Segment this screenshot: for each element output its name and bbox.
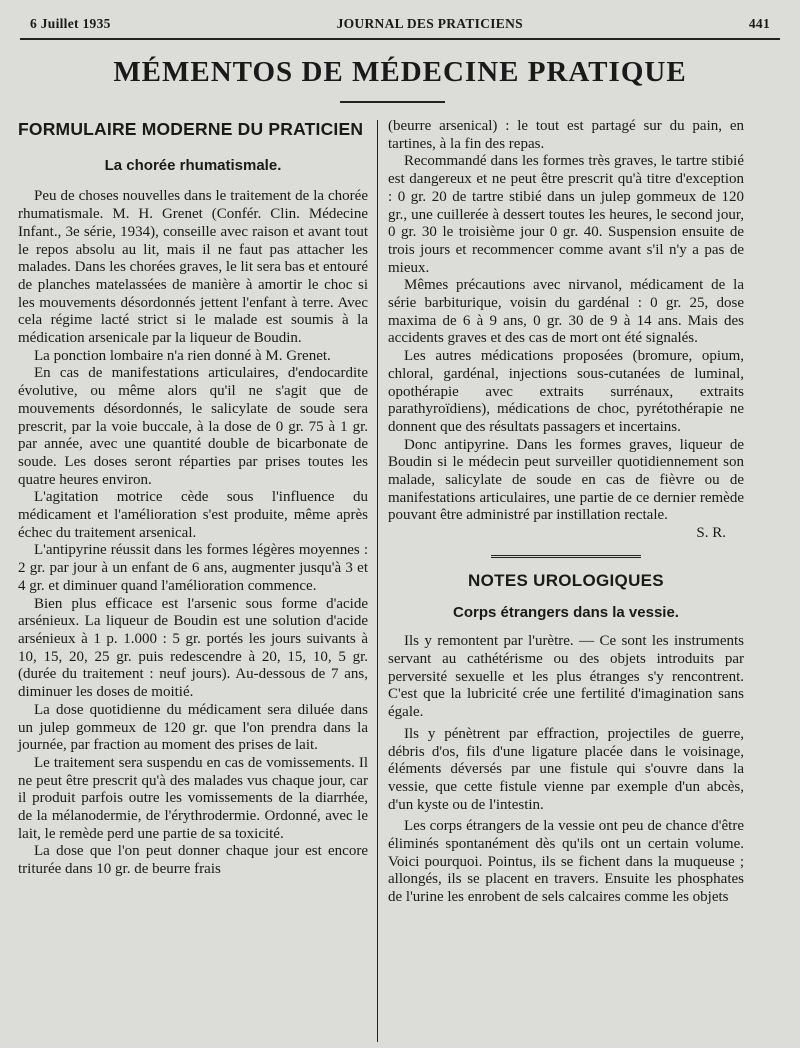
running-header xyxy=(30,16,770,36)
paragraph: En cas de manifestations articulaires, d'endocardite évolutive, ou même alors qu'il ne s'agit que de mouvements désordonnés, le salicylate de soude sera prescrit, par la voie buccale, à la dose de 0 gr. 75 à 1 gr. par année, avec une quantité double de bicarbonate de soude. Les doses seront réparties par prises toutes les quatre heures environ. xyxy=(18,365,368,488)
paragraph: Donc antipyrine. Dans les formes graves, liqueur de Boudin si le médecin peut surveiller quotidiennement son malade, salicylate de soude en cas de fièvre ou de manifestations articulaires, une partie de ce dernier remède pouvant être administré par instillation rectale. xyxy=(388,436,744,524)
paragraph: Peu de choses nouvelles dans le traitement de la chorée rhumatismale. M. H. Grenet (Confér. Clin. Médecine Infant., 3e série, 1934), conseille avec raison et avant tout le repos absolu au lit, mais il ne faut pas attacher les malades. Dans les chorées graves, le lit sera bas et entouré de planches matelassées de manière à amortir le choc si les mouvements désordonnés jettent l'enfant à terre. Avec cela régime lacté strict si le malade est soumis à la médication arsenicale par la liqueur de Boudin. xyxy=(18,188,368,347)
signature: S. R. xyxy=(696,525,726,542)
page-title: MÉMENTOS DE MÉDECINE PRATIQUE xyxy=(113,56,687,88)
paragraph: Le traitement sera suspendu en cas de vomissements. Il ne peut être prescrit qu'à des malades vus chaque jour, car il produit parfois outre les vomissements de la diarrhée, de la mélanodermie, de l'érythrodermie. Ordonné, avec le lait, le remède perd une partie de sa toxicité. xyxy=(18,754,368,842)
header-page-number: 441 xyxy=(748,16,770,31)
header-date: 6 Juillet 1935 xyxy=(30,16,111,31)
paragraph: Mêmes précautions avec nirvanol, médicament de la série barbiturique, voisin du gardénal : 0 gr. 25, dose maxima de 6 à 9 ans, 0 gr. 30 de 9 à 14 ans. Mais des accidents graves et des cas de mort ont été signalés. xyxy=(388,277,744,347)
section-heading: FORMULAIRE MODERNE DU PRATICIEN xyxy=(18,119,364,139)
subsection-heading: La chorée rhumatismale. xyxy=(104,156,282,174)
title-rule xyxy=(340,101,445,103)
paragraph: La dose que l'on peut donner chaque jour est encore triturée dans 10 gr. de beurre frais xyxy=(18,843,368,878)
paragraph: Ils y pénètrent par effraction, projectiles de guerre, débris d'os, fils d'une ligature placée dans le voisinage, éléments déversés par une fistule qui s'ouvre dans la vessie, que cette fistule vienne par exemple d'un abcès, d'un kyste ou de l'intestin. xyxy=(388,725,744,813)
paragraph: La dose quotidienne du médicament sera diluée dans un julep gommeux de 120 gr. que l'on prendra dans la journée, par fraction au moment des prises de lait. xyxy=(18,701,368,754)
paragraph: Les autres médications proposées (bromure, opium, chloral, gardénal, injections sous-cutanées de luminal, opothérapie avec extraits surrénaux, extraits parathyroïdiens), médications de choc, pyrétothérapie ne donnent que des résultats passagers et incertains. xyxy=(388,348,744,435)
paragraph: L'agitation motrice cède sous l'influence du médicament et l'amélioration s'est produite, même après échec du traitement arsenical. xyxy=(18,489,368,541)
paragraph: Ils y remontent par l'urètre. — Ce sont les instruments servant au cathétérisme ou des objets introduits par perversité sexuelle et les plus étranges s'y rencontrent. C'est que la lubricité crée une fertilité d'imagination sans égale. xyxy=(388,633,744,721)
paragraph: Bien plus efficace est l'arsenic sous forme d'acide arsénieux. La liqueur de Boudin est une solution d'acide arsénieux à 1 p. 1.000 : 5 gr. portés les jours suivants à 10, 15, 20, 25 gr. puis redescendre à 20, 15, 10, 5 gr. (durée du traitement : neuf jours). Au-dessous de 7 ans, diminuer les doses de moitié. xyxy=(18,595,368,701)
header-rule xyxy=(20,38,780,40)
header-journal: JOURNAL DES PRATICIENS xyxy=(336,16,523,31)
column-separator xyxy=(377,120,378,1042)
section-divider xyxy=(491,555,641,560)
paragraph: L'antipyrine réussit dans les formes légères moyennes : 2 gr. par jour à un enfant de 6 ans, augmenter jusqu'à 3 et 4 gr. et diminuer quand l'amélioration commence. xyxy=(18,542,368,594)
signature-line xyxy=(388,525,744,543)
section-heading-urology: NOTES UROLOGIQUES xyxy=(468,570,664,590)
paragraph: (beurre arsenical) : le tout est partagé sur du pain, en tartines, à la fin des repas. xyxy=(388,118,744,152)
left-column xyxy=(18,118,368,879)
paragraph: La ponction lombaire n'a rien donné à M. Grenet. xyxy=(34,347,331,364)
right-column xyxy=(388,118,744,907)
paragraph: Recommandé dans les formes très graves, le tartre stibié est dangereux et ne peut être prescrit qu'à titre d'exception : 0 gr. 20 de tartre stibié dans un julep gommeux de 120 gr., une cuillerée à dessert toutes les heures, le second jour, 0 gr. 30 le troisième jour 0 gr. 40. Suspension ensuite de trois jours et recommencer comme avant s'il n'y a pas de mieux. xyxy=(388,153,744,276)
paragraph: Les corps étrangers de la vessie ont peu de chance d'être éliminés spontanément dès qu'ils ont un certain volume. Voici pourquoi. Pointus, ils se fichent dans la muqueuse ; allongés, ils se placent en travers. Ensuite les phosphates de l'urine les enrobent de sels calcaires comme les objets xyxy=(388,818,744,906)
subsection-heading-bladder: Corps étrangers dans la vessie. xyxy=(453,603,679,621)
